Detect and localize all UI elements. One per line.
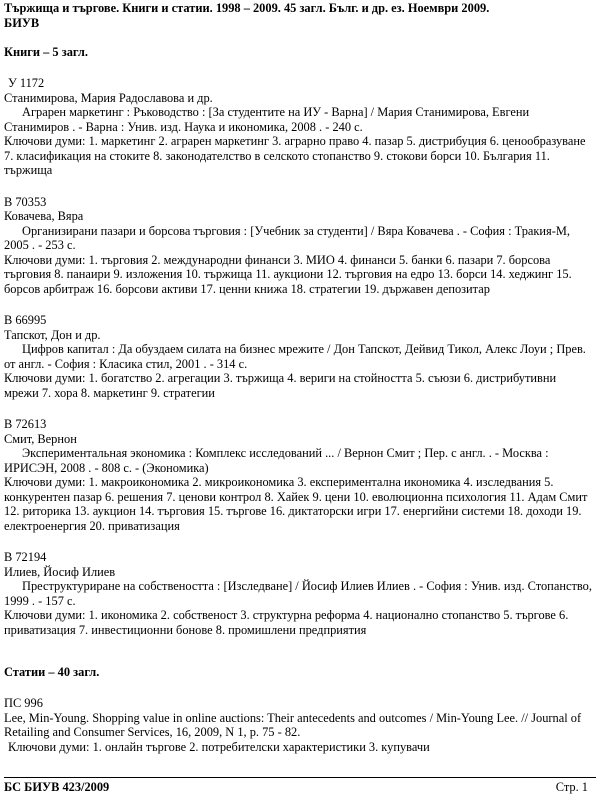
entry-authors: Илиев, Йосиф Илиев (4, 564, 116, 579)
entry-authors: Ковачева, Вяра (4, 209, 84, 223)
entry-keywords: Ключови думи: 1. маркетинг 2. аграрен маркетинг 3. аграрно право 4. пазар 5. дистрибуция 6. ценообразуване 7. класификация на стоките 8. законодателство в селското стопанство 9. стокови борси 10. България 11. тържища (4, 134, 586, 177)
document-title-line-2: БИУВ (4, 16, 40, 30)
entry-authors: Lee, Min-Young. Shopping value in online auctions: Their antecedents and outcomes / Min-Young Lee. // Journal of Retailing and Consumer Services, 16, 2009, N 1, p. 75 - 82. (4, 710, 582, 739)
entry-keywords: Ключови думи: 1. икономика 2. собственост 3. структурна реформа 4. национално стопанство 5. търгове 6. приватизация 7. инвестиционни бонове 8. промишлени предприятия (4, 608, 569, 637)
entry-description: Преструктуриране на собствеността : [Изследване] / Йосиф Илиев Илиев . - София : Унив. изд. Стопанство, 1999 . - 157 с. (4, 579, 592, 608)
footer-bulletin-number: БС БИУВ 423/2009 (4, 780, 110, 794)
document-title-line-1: Тържища и търгове. Книги и статии. 1998 – 2009. 45 загл. Бълг. и др. ез. Ноември 2009. (4, 1, 490, 15)
book-entry (4, 313, 592, 400)
entry-keywords: Ключови думи: 1. богатство 2. агрегации 3. тържища 4. вериги на стойността 5. съюзи 6. дистрибутивни мрежи 7. хора 8. маркетинг 9. стратегии (4, 371, 557, 400)
entry-signature: В 72613 (4, 417, 47, 431)
entry-signature: ПС 996 (4, 696, 43, 710)
entry-signature: В 70353 (4, 194, 47, 209)
entry-description: Экспериментальная экономика : Комплекс исследований ... / Вернон Смит ; Пер. с англ. . - Москва : ИРИСЭН, 2008 . - 808 с. - (Экономика) (4, 446, 549, 475)
entry-keywords: Ключови думи: 1. макроикономика 2. микроикономика 3. експериментална икономика 4. изследвания 5. конкурентен пазар 6. решения 7. ценови контрол 8. Хайек 9. цени 10. еволюционна психология 11. Адам Смит 12. риторика 13. аукцион 14. търговия 15. търгове 16. диктаторски игри 17. енергийни системи 18. доходи 19. електроенергия 20. приватизация (4, 475, 588, 533)
book-entry (4, 195, 592, 297)
article-entry (4, 696, 592, 754)
book-entry (4, 76, 592, 178)
articles-section-title: Статии – 40 загл. (4, 665, 100, 679)
entry-authors: Тапскот, Дон и др. (4, 327, 101, 342)
entry-description: Аграрен маркетинг : Ръководство : [За студентите на ИУ - Варна] / Мария Станимирова, Евгени Станимиров . - Варна : Унив. изд. Наука и икономика, 2008 . - 240 с. (4, 105, 530, 134)
entry-signature: У 1172 (8, 76, 45, 90)
page-footer (4, 780, 588, 795)
books-section-title: Книги – 5 загл. (4, 45, 88, 59)
entry-description: Организирани пазари и борсова търговия : [Учебник за студенти] / Вяра Ковачева . - София : Тракия-М, 2005 . - 253 с. (4, 223, 570, 252)
entry-description: Цифров капитал : Да обуздаем силата на бизнес мрежите / Дон Тапскот, Дейвид Тикол, Алекс Лоуи ; Прев. от англ. - София : Класика стил, 2001 . - 314 с. (4, 342, 586, 371)
entry-authors: Станимирова, Мария Радославова и др. (4, 90, 213, 105)
footer-divider (4, 777, 596, 778)
entry-authors: Смит, Вернон (4, 431, 77, 446)
document-title (4, 0, 592, 31)
entry-signature: В 66995 (4, 313, 47, 327)
entry-signature: В 72194 (4, 550, 47, 564)
document-page (4, 0, 592, 754)
entry-keywords: Ключови думи: 1. онлайн търгове 2. потребителски характеристики 3. купувачи (8, 739, 430, 754)
book-entry (4, 550, 592, 637)
entry-keywords: Ключови думи: 1. търговия 2. международни финанси 3. МИО 4. финанси 5. банки 6. пазари 7. борсова търговия 8. панаири 9. изложения 10. тържища 11. аукциони 12. търговия на едро 13. борси 14. хеджинг 15. борсов арбитраж 16. борсови активи 17. ценни книжа 18. стратегии 19. държавен депозитар (4, 252, 572, 296)
footer-page-number: Стр. 1 (555, 780, 588, 794)
book-entry (4, 417, 592, 533)
